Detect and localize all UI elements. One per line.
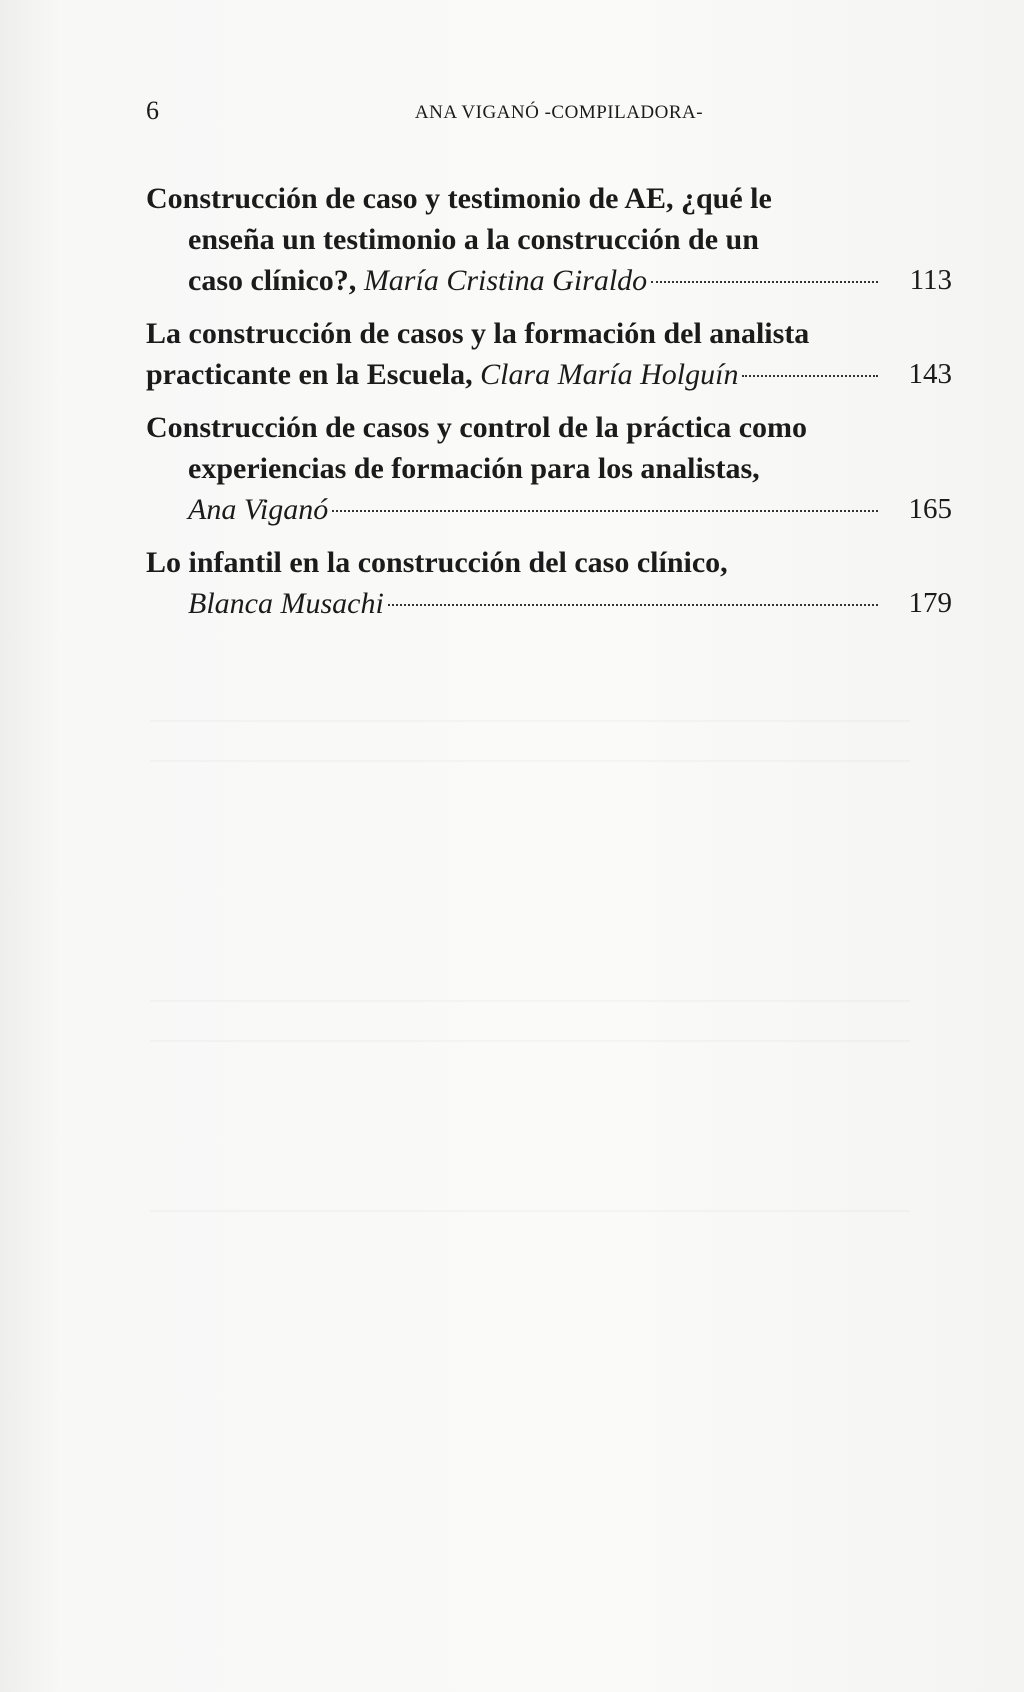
toc-entry[interactable] — [146, 542, 952, 624]
toc-entry-title-line: Construcción de casos y control de la práctica como — [146, 411, 808, 444]
show-through-line — [150, 760, 910, 762]
dot-leader — [388, 604, 878, 606]
toc-entry-page: 113 — [909, 264, 952, 296]
table-of-contents — [146, 178, 952, 636]
toc-entry-title-line: enseña un testimonio a la construcción de un — [188, 223, 759, 256]
toc-entry-last-line — [146, 489, 884, 530]
show-through-line — [150, 1000, 910, 1002]
toc-entry-page: 165 — [908, 493, 952, 525]
toc-entry-last-line — [146, 583, 884, 624]
toc-entry[interactable] — [146, 407, 952, 530]
toc-entry-title-line: practicante en la Escuela, — [146, 358, 473, 391]
toc-entry-author: Clara María Holguín — [480, 358, 739, 391]
toc-entry-title-line: Lo infantil en la construcción del caso clínico, — [146, 546, 728, 579]
show-through-line — [150, 720, 910, 722]
toc-entry-author: Blanca Musachi — [188, 587, 384, 620]
toc-entry-last-line — [146, 260, 884, 301]
toc-entry[interactable] — [146, 178, 952, 301]
page-number: 6 — [146, 96, 159, 125]
show-through-line — [150, 1040, 910, 1042]
toc-entry-title-line: caso clínico?, — [188, 264, 357, 297]
dot-leader — [742, 375, 878, 377]
toc-entry-last-line — [146, 354, 884, 395]
running-title: ANA VIGANÓ -COMPILADORA- — [414, 102, 704, 123]
toc-entry-title-line: Construcción de caso y testimonio de AE, ¿qué le — [146, 182, 772, 215]
toc-entry-page: 143 — [908, 358, 952, 390]
toc-entry-title-line: La construcción de casos y la formación del analista — [146, 317, 810, 350]
running-head — [146, 96, 942, 136]
dot-leader — [651, 281, 878, 283]
toc-entry-author: Ana Viganó — [188, 493, 329, 526]
toc-entry-title-line: experiencias de formación para los analistas, — [188, 452, 760, 485]
toc-entry-page: 179 — [908, 587, 952, 619]
dot-leader — [332, 510, 878, 512]
toc-entry[interactable] — [146, 313, 952, 395]
toc-entry-author: María Cristina Giraldo — [363, 264, 648, 297]
show-through-line — [150, 1210, 910, 1212]
